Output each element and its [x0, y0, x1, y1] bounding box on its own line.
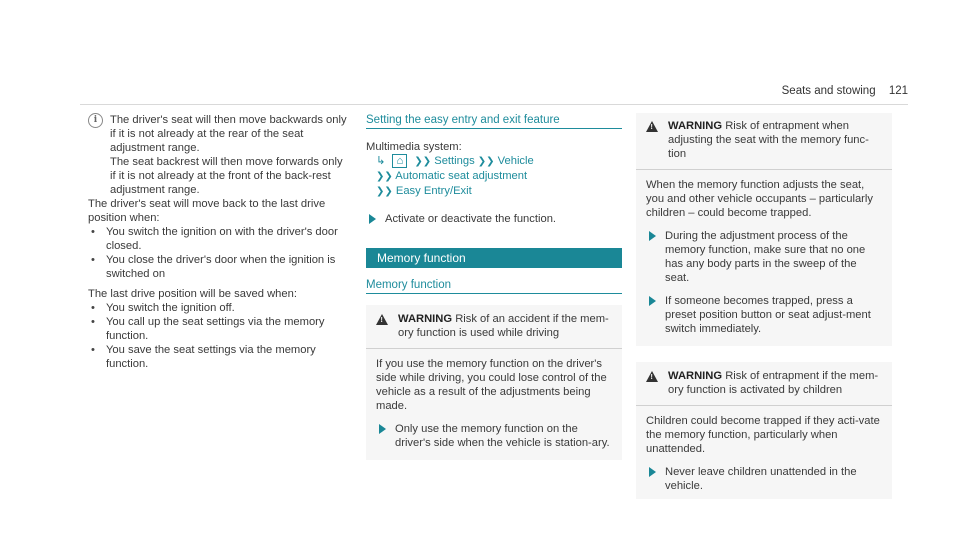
info-note — [88, 113, 350, 197]
chevron-right-icon: ❯❯ — [477, 156, 495, 167]
warning-body: If you use the memory function on the driver's side while driving, you could lose control of the vehicle as a result of the adjustments being made. — [376, 358, 607, 412]
path-vehicle[interactable]: Vehicle — [497, 155, 534, 167]
warning-action — [376, 422, 612, 450]
warning-box — [636, 362, 892, 499]
warning-headline: Risk of an accident if the mem-ory function is used while driving — [398, 313, 609, 339]
action-arrow-icon — [369, 214, 376, 224]
warning-action-text: If someone becomes trapped, press a preset position button or seat adjust-ment switch immediately. — [665, 295, 871, 335]
info-icon: i — [88, 113, 103, 128]
return-arrow-icon: ↳ — [376, 155, 386, 167]
warning-body: When the memory function adjusts the seat, you and other vehicle occupants – particularly children – could become trapped. — [646, 179, 873, 219]
warning-action-text: Never leave children unattended in the vehicle. — [665, 466, 857, 492]
warning-action — [646, 229, 882, 285]
action-arrow-icon — [649, 231, 656, 241]
warning-headline: Risk of entrapment if the mem-ory function is activated by children — [668, 370, 879, 396]
column-left — [88, 113, 350, 371]
chevron-right-icon: ❯❯ — [376, 186, 393, 197]
list-item: • You switch the ignition off. — [91, 301, 350, 315]
saved-intro: The last drive position will be saved when: — [88, 288, 297, 300]
warning-triangle-icon: ! — [646, 371, 658, 382]
list-item: • You close the driver's door when the ignition is switched on — [91, 253, 350, 281]
menu-path — [366, 154, 622, 199]
action-text: Activate or deactivate the function. — [385, 213, 557, 225]
section-title: Setting the easy entry and exit feature — [366, 113, 622, 129]
warning-triangle-icon: ! — [646, 121, 658, 132]
header-divider — [80, 104, 908, 105]
section-bar-memory-function: Memory function — [366, 248, 622, 268]
warning-box — [366, 305, 622, 460]
warning-label: WARNING — [668, 370, 723, 382]
warning-triangle-icon: ! — [376, 314, 388, 325]
page-number: 121 — [888, 85, 908, 97]
saved-list — [88, 301, 350, 371]
action-arrow-icon — [649, 296, 656, 306]
warning-action-text: Only use the memory function on the driver's side when the vehicle is station-ary. — [395, 423, 610, 449]
warning-label: WARNING — [398, 313, 453, 325]
warning-action-text: During the adjustment process of the memory function, make sure that no one has any body parts in the sweep of the seat. — [665, 230, 866, 284]
move-back-list — [88, 225, 350, 281]
note-line: The driver's seat will then move backwards only if it is not already at the rear of the seat adjustment range. — [110, 114, 347, 154]
action-arrow-icon — [649, 467, 656, 477]
warning-body: Children could become trapped if they acti-vate the memory function, particularly when unattended. — [646, 415, 880, 455]
warning-action — [646, 294, 882, 336]
list-item: • You save the seat settings via the memory function. — [91, 343, 350, 371]
subsection-title: Memory function — [366, 278, 622, 294]
move-back-intro: The driver's seat will move back to the last drive position when: — [88, 198, 326, 224]
column-right — [636, 113, 892, 499]
chevron-right-icon: ❯❯ — [414, 156, 432, 167]
path-automatic-seat-adjustment[interactable]: Automatic seat adjustment — [395, 170, 528, 182]
page-header — [782, 84, 908, 98]
warning-label: WARNING — [668, 120, 723, 132]
system-label: Multimedia system: — [366, 141, 462, 153]
warning-headline: Risk of entrapment when adjusting the seat with the memory func-tion — [668, 120, 869, 160]
list-item: • You switch the ignition on with the driver's door closed. — [91, 225, 350, 253]
warning-action — [646, 465, 882, 493]
header-section-title: Seats and stowing — [781, 85, 876, 97]
home-icon[interactable]: ⌂ — [392, 154, 407, 168]
chevron-right-icon: ❯❯ — [376, 171, 393, 182]
list-item: • You call up the seat settings via the memory function. — [91, 315, 350, 343]
action-step — [366, 212, 622, 226]
note-line: The seat backrest will then move forwards only if it is not already at the front of the back-rest adjustment range. — [110, 156, 343, 196]
path-settings[interactable]: Settings — [434, 155, 475, 167]
path-easy-entry-exit[interactable]: Easy Entry/Exit — [395, 185, 472, 197]
warning-box — [636, 113, 892, 346]
action-arrow-icon — [379, 424, 386, 434]
column-middle — [366, 113, 622, 460]
